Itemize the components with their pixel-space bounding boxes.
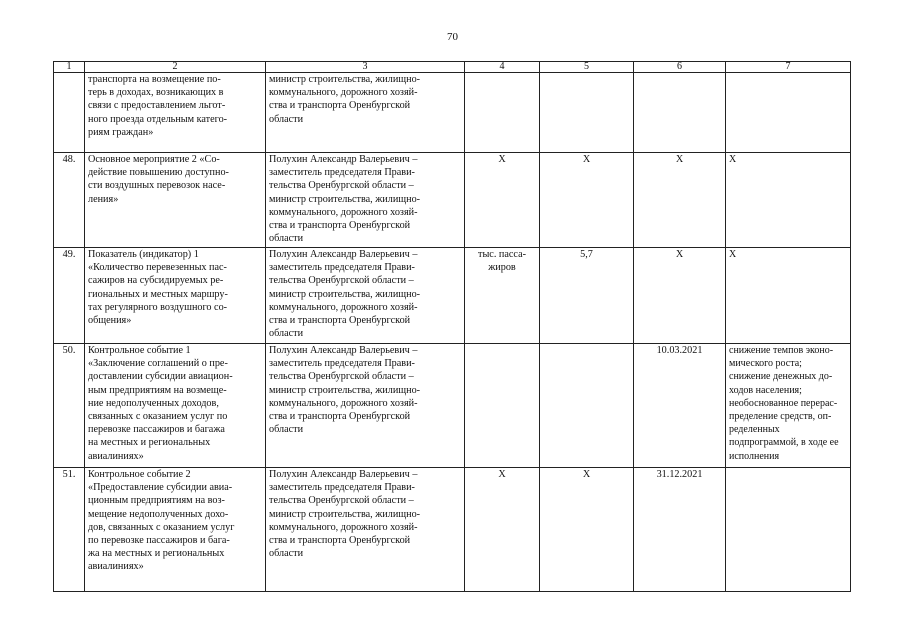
unit-cell xyxy=(465,73,540,153)
column-header-5: 5 xyxy=(540,62,634,73)
item-name: транспорта на возмещение по- терь в доходах, возникающих в связи с предоставлением льгот- ного проезда отдельным катего- риям граждан» xyxy=(85,73,266,153)
table-row xyxy=(54,153,851,248)
row-number: 50. xyxy=(54,344,85,468)
responsible-person: Полухин Александр Валерьевич – заместитель председателя Прави- тельства Оренбургской области – министр строительства, жилищно- коммунального, дорожного хозяй- ства и транспорта Оренбургской области xyxy=(266,344,465,468)
date-cell: Х xyxy=(634,248,726,344)
table-row xyxy=(54,73,851,153)
column-header-4: 4 xyxy=(465,62,540,73)
risk-note-cell xyxy=(726,73,851,153)
date-cell: Х xyxy=(634,153,726,248)
date-cell: 10.03.2021 xyxy=(634,344,726,468)
responsible-person: Полухин Александр Валерьевич – заместитель председателя Прави- тельства Оренбургской области – министр строительства, жилищно- коммунального, дорожного хозяй- ства и транспорта Оренбургской области xyxy=(266,153,465,248)
value-cell: Х xyxy=(540,153,634,248)
unit-cell: Х xyxy=(465,468,540,592)
column-header-7: 7 xyxy=(726,62,851,73)
risk-note-cell: Х xyxy=(726,153,851,248)
item-name: Контрольное событие 2 «Предоставление субсидии авиа- ционным предприятиям на воз- мещение недополученных дохо- дов, связанных с оказанием услуг по перевозке пассажиров и бага- жа на местных и региональных авиалиниях» xyxy=(85,468,266,592)
plan-table xyxy=(53,61,851,592)
row-number: 48. xyxy=(54,153,85,248)
unit-cell: Х xyxy=(465,153,540,248)
value-cell xyxy=(540,344,634,468)
row-number xyxy=(54,73,85,153)
responsible-person: Полухин Александр Валерьевич – заместитель председателя Прави- тельства Оренбургской области – министр строительства, жилищно- коммунального, дорожного хозяй- ства и транспорта Оренбургской области xyxy=(266,468,465,592)
table-row xyxy=(54,344,851,468)
date-cell: 31.12.2021 xyxy=(634,468,726,592)
column-number-header-row xyxy=(54,62,851,73)
risk-note-cell xyxy=(726,468,851,592)
responsible-person: министр строительства, жилищно- коммунального, дорожного хозяй- ства и транспорта Оренбургской области xyxy=(266,73,465,153)
value-cell xyxy=(540,73,634,153)
column-header-1: 1 xyxy=(54,62,85,73)
row-number: 49. xyxy=(54,248,85,344)
responsible-person: Полухин Александр Валерьевич – заместитель председателя Прави- тельства Оренбургской области – министр строительства, жилищно- коммунального, дорожного хозяй- ства и транспорта Оренбургской области xyxy=(266,248,465,344)
risk-note-cell: снижение темпов эконо- мического роста; снижение денежных до- ходов населения; необоснованное перерас- пределение средств, оп- ределенных подпрограммой, в ходе ее исполнения xyxy=(726,344,851,468)
column-header-3: 3 xyxy=(266,62,465,73)
page-number: 70 xyxy=(447,31,458,43)
value-cell: 5,7 xyxy=(540,248,634,344)
row-number: 51. xyxy=(54,468,85,592)
item-name: Показатель (индикатор) 1 «Количество перевезенных пас- сажиров на субсидируемых ре- гиональных и местных маршру- тах регулярного воздушного со- общения» xyxy=(85,248,266,344)
item-name: Контрольное событие 1 «Заключение соглашений о пре- доставлении субсидии авиацион- ным предприятиям на возмеще- ние недополученных доходов, связанных с оказанием услуг по перевозке пассажиров и багажа на местных и региональных авиалиниях» xyxy=(85,344,266,468)
table-row xyxy=(54,248,851,344)
table-row xyxy=(54,468,851,592)
column-header-6: 6 xyxy=(634,62,726,73)
unit-cell: тыс. пасса- жиров xyxy=(465,248,540,344)
date-cell xyxy=(634,73,726,153)
unit-cell xyxy=(465,344,540,468)
risk-note-cell: Х xyxy=(726,248,851,344)
column-header-2: 2 xyxy=(85,62,266,73)
item-name: Основное мероприятие 2 «Со- действие повышению доступно- сти воздушных перевозок насе- ления» xyxy=(85,153,266,248)
value-cell: Х xyxy=(540,468,634,592)
